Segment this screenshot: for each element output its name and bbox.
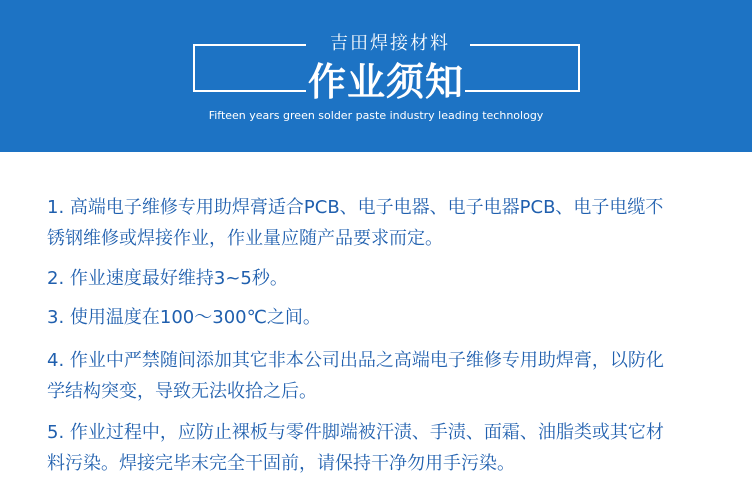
note-item-3 <box>47 302 752 333</box>
note-line: 5. 作业过程中，应防止裸板与零件脚端被汗渍、手渍、面霜、油脂类或其它材 <box>47 422 664 443</box>
note-line: 2. 作业速度最好维持3~5秒。 <box>47 268 288 289</box>
note-line: 学结构突变，导致无法收拾之后。 <box>47 381 317 402</box>
header-banner <box>0 0 752 152</box>
title-frame-left <box>193 44 306 92</box>
note-line: 4. 作业中严禁随间添加其它非本公司出品之高端电子维修专用助焊膏，以防化 <box>47 350 664 371</box>
note-item-4 <box>47 345 752 407</box>
notes-list <box>47 192 752 479</box>
note-line: 料污染。焊接完毕末完全干固前，请保持干净勿用手污染。 <box>47 453 515 474</box>
title-frame-right <box>465 44 580 92</box>
note-line: 锈钢维修或焊接作业，作业量应随产品要求而定。 <box>47 228 443 249</box>
note-line: 3. 使用温度在100～300℃之间。 <box>47 307 321 328</box>
note-item-2 <box>47 263 752 294</box>
page-title: 作业须知 <box>307 60 464 104</box>
note-item-1 <box>47 192 752 254</box>
note-item-5 <box>47 417 752 479</box>
tagline: Fifteen years green solder paste industry leading technology <box>208 109 544 122</box>
company-name: 吉田焊接材料 <box>310 30 470 58</box>
note-line: 1. 高端电子维修专用助焊膏适合PCB、电子电器、电子电器PCB、电子电缆不 <box>47 197 664 218</box>
